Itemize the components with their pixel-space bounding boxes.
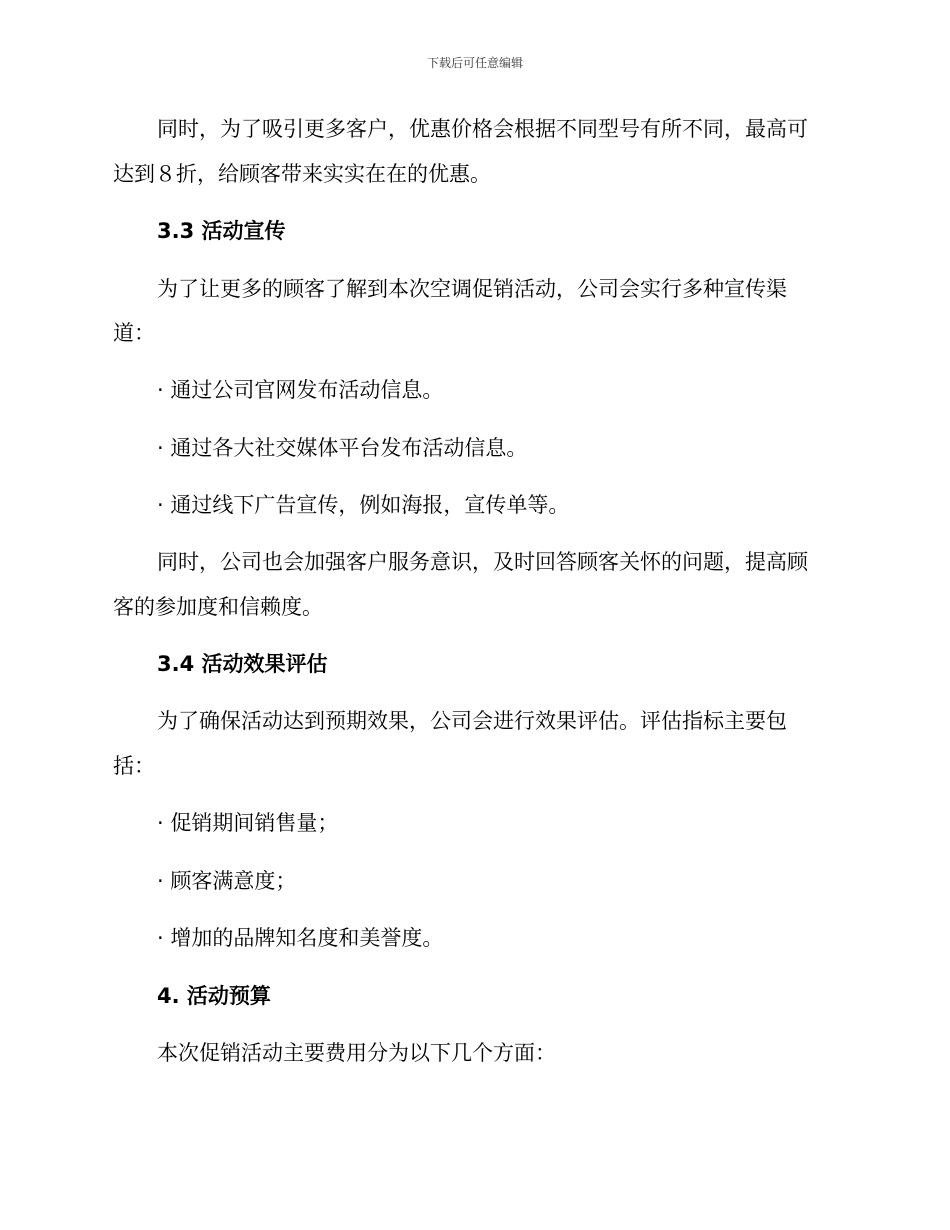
paragraph-continuation-line: 达到８折，给顾客带来实实在在的优惠。 bbox=[113, 162, 491, 186]
paragraph-line: 为了确保活动达到预期效果，公司会进行效果评估。评估指标主要包 bbox=[157, 709, 787, 733]
bullet-item: · 通过各大社交媒体平台发布活动信息。 bbox=[157, 436, 528, 460]
paragraph-continuation-line: 括： bbox=[113, 754, 155, 778]
bullet-item: · 通过线下广告宣传，例如海报，宣传单等。 bbox=[157, 493, 570, 517]
bullet-item: · 促销期间销售量； bbox=[157, 811, 339, 835]
paragraph-line: 同时，公司也会加强客户服务意识，及时回答顾客关怀的问题，提高顾 bbox=[157, 550, 808, 574]
bullet-item: · 通过公司官网发布活动信息。 bbox=[157, 378, 444, 402]
paragraph-continuation-line: 客的参加度和信赖度。 bbox=[113, 595, 323, 619]
bullet-item: · 顾客满意度； bbox=[157, 869, 297, 893]
paragraph-continuation-line: 道： bbox=[113, 321, 155, 345]
section-heading: 3.3 活动宣传 bbox=[157, 219, 286, 243]
paragraph-line: 同时，为了吸引更多客户，优惠价格会根据不同型号有所不同，最高可 bbox=[157, 117, 808, 141]
section-heading: 3.4 活动效果评估 bbox=[157, 652, 328, 676]
paragraph-line: 为了让更多的顾客了解到本次空调促销活动，公司会实行多种宣传渠 bbox=[157, 277, 787, 301]
section-heading: 4. 活动预算 bbox=[157, 984, 271, 1008]
paragraph-line: 本次促销活动主要费用分为以下几个方面： bbox=[157, 1041, 556, 1065]
bullet-item: · 增加的品牌知名度和美誉度。 bbox=[157, 926, 444, 950]
page-header: 下载后可任意编辑 bbox=[426, 56, 523, 70]
